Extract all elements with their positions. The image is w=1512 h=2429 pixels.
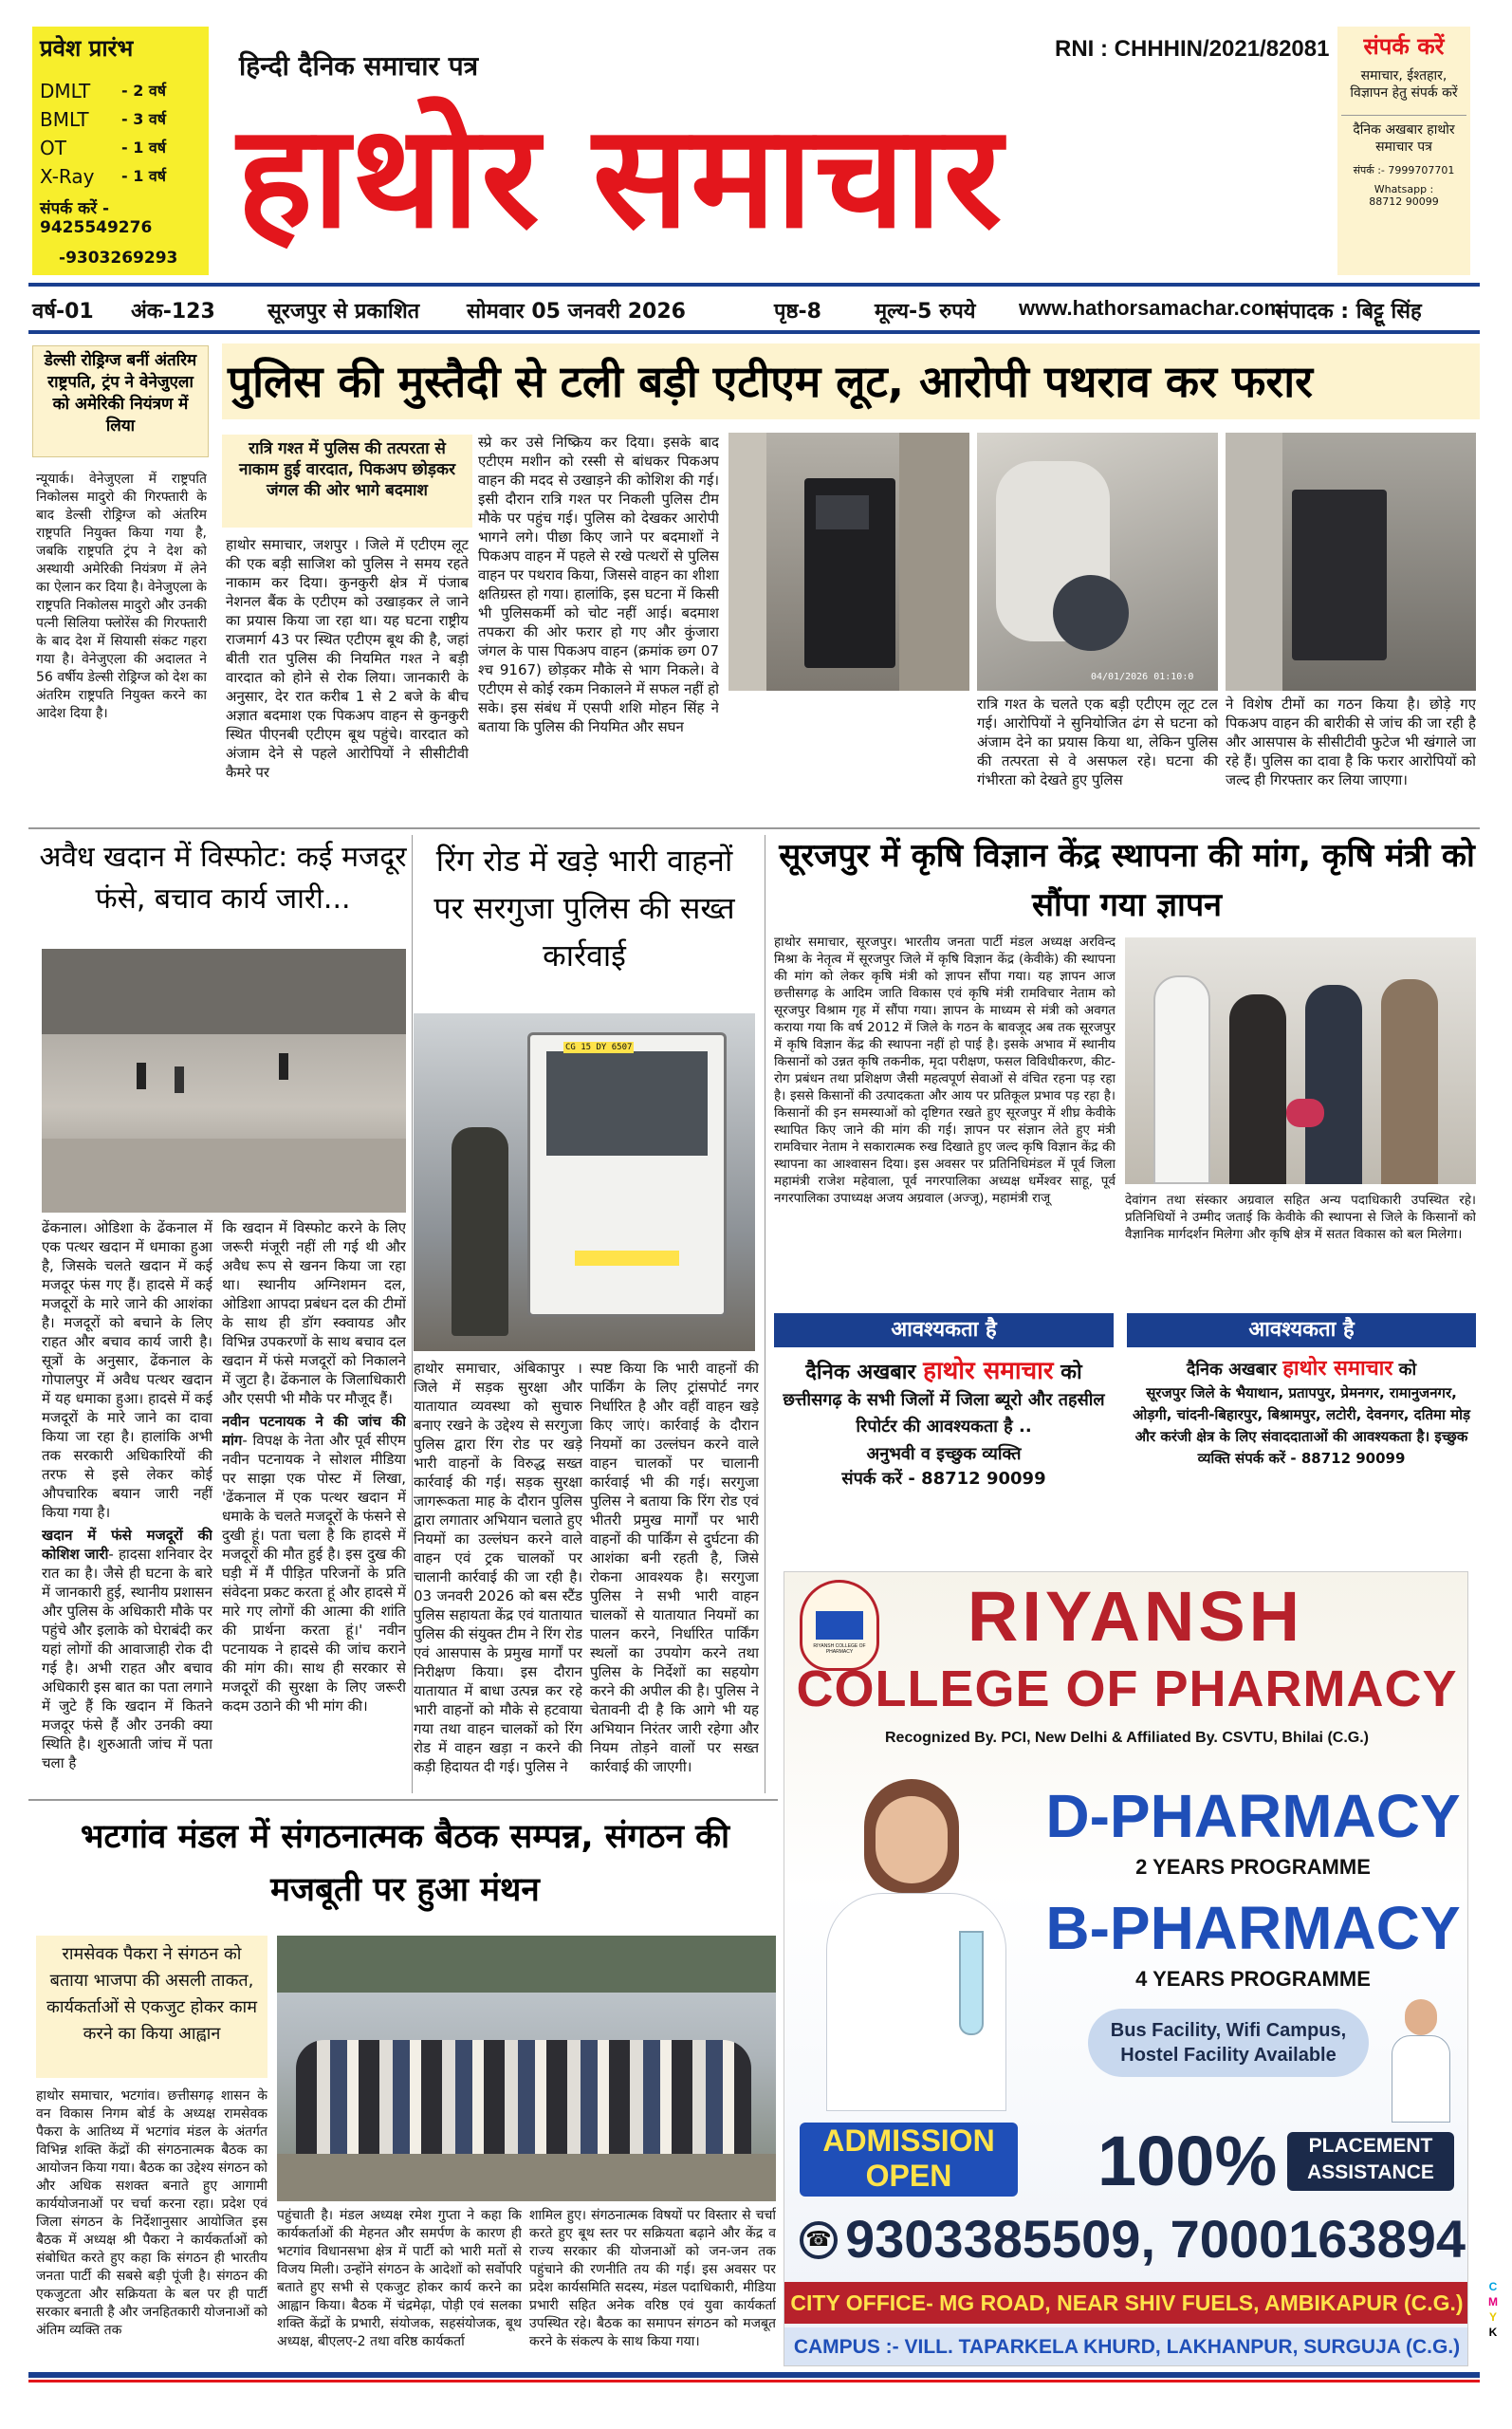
- atm-photo-2: [977, 433, 1218, 691]
- officer-shape: [452, 1127, 508, 1336]
- bhatgaon-col-1: हाथोर समाचार, भटगांव। छत्तीसगढ़ शासन के वन विकास निगम बोर्ड के अध्यक्ष रामसेवक पैकरा के आतिथ्य में भटगांव मंडल के अंतर्गत विभिन्न शक्ति केंद्रों की संगठनात्मक बैठक का आयोजन किया गया। बैठक का उद्देश्य संगठन को और अधिक सशक्त बनाते हुए आगामी कार्ययोजनाओं पर चर्चा करना रहा। प्रदेश एवं जिला संगठन के निर्देशानुसार आयोजित इस बैठक में अध्यक्ष श्री पैकरा ने कार्यकर्ताओं को संबोधित करते हुए कहा कि संगठन ही भारतीय जनता पार्टी की सबसे बड़ी पूंजी है। संगठन की एकजुटता और सक्रियता के बल पर ही पार्टी सरकार बनाती है और जनहितकारी योजनाओं को अंतिम व्यक्ति तक: [36, 2088, 267, 2338]
- mine-col-1b-text: - हादसा शनिवार देर रात का है। जैसे ही घटना के बारे में जानकारी हुई, स्थानीय प्रशासन और पुलिस के अधिकारी मौके पर पहुंचे और इलाके को घेराबंदी कर यहां लोगों की आवाजाही रोक दी गई है। अभी राहत और बचाव अधिकारी इस बात का पता लगाने में जुटे हैं कि खदान में कितने मजदूर फंसे हैं और उनकी क्या स्थिति है। शुरुआती जांच में पता चला है: [42, 1546, 212, 1771]
- admission-contact-label: संपर्क करें: [40, 199, 98, 218]
- need-2-line1: दैनिक अखबार: [1186, 1360, 1277, 1380]
- contact-title: संपर्क करें: [1363, 33, 1445, 60]
- mine-photo: [42, 949, 406, 1213]
- need-1-brand: हाथोर समाचार: [923, 1357, 1054, 1385]
- bhatgaon-photo: [277, 1936, 776, 2201]
- brief-headline: डेल्सी रोड्रिग्ज बनीं अंतरिम राष्ट्रपति, ट्रंप ने वेनेजुएला को अमेरिकी नियंत्रण में लिया: [44, 351, 197, 436]
- brief-body: न्यूयार्क। वेनेजुएला में राष्ट्रपति निकोलस मादुरो की गिरफ्तारी के बाद डेल्सी रोड्रिग्ज को अंतरिम राष्ट्रपति नियुक्त किया गया है, जबकि राष्ट्रपति ट्रंप ने देश को अस्थायी अमेरिकी नियंत्रण में लेने का ऐलान कर दिया है। वेनेजुएला के राष्ट्रपति निकोलस मादुरो और उनकी पत्नी सिलिया फ्लोरेंस की गिरफ्तारी के बाद देश में सियासी संकट गहरा गया है। वेनेजुएला की अदालत ने 56 वर्षीय डेल्सी रोड्रिग्ज को देश का अंतरिम राष्ट्रपति नियुक्त करने का आदेश दिया है।: [36, 472, 207, 721]
- agri-photo: [1125, 937, 1476, 1184]
- mine-headline: अवैध खदान में विस्फोट: कई मजदूर फंसे, बचाव कार्य जारी...: [39, 841, 407, 916]
- ad-doctor-figure: [1388, 1999, 1454, 2123]
- ad-admission-2: OPEN: [865, 2159, 952, 2193]
- admission-box: प्रवेश प्रारंभ DMLT - 2 वर्ष BMLT - 3 वर्ष OT - 1 वर्ष X-Ray - 1 वर्ष संपर्क करें - 9425549276 -9303269293: [32, 27, 209, 275]
- ring-headline: रिंग रोड में खड़े भारी वाहनों पर सरगुजा पुलिस की सख्त कार्रवाई: [433, 843, 735, 973]
- ad-phones[interactable]: 9303385509, 7000163894: [845, 2209, 1466, 2269]
- need-1-line2: छत्तीसगढ़ के सभी जिलों में जिला ब्यूरो और तहसील रिपोर्टर की आवश्यकता है ..: [783, 1390, 1105, 1437]
- cmyk-c: C: [1488, 2280, 1498, 2293]
- ad-student-figure: [798, 1770, 1035, 2111]
- need-1-line3: अनुभवी व इच्छुक व्यक्ति: [866, 1444, 1022, 1464]
- ad-prog-1: D-PHARMACY: [1045, 1782, 1461, 1850]
- need-1-line1: दैनिक अखबार: [805, 1361, 916, 1384]
- need-1-title-bar: [774, 1313, 1114, 1347]
- lead-subhead: रात्रि गश्त में पुलिस की तत्परता से नाकाम हुई वारदात, पिकअप छोड़कर जंगल की ओर भागे बदमाश: [238, 439, 456, 500]
- contact-phone: 7999707701: [1388, 164, 1455, 176]
- admission-title: प्रवेश प्रारंभ: [40, 35, 134, 62]
- admission-duration: - 1 वर्ष: [121, 139, 167, 157]
- ad-logo-text: RIYANSH COLLEGE OF PHARMACY: [813, 1643, 866, 1655]
- ad-placement-2: ASSISTANCE: [1307, 2161, 1434, 2183]
- need-box-2: [1127, 1313, 1476, 1550]
- lead-headline: पुलिस की मुस्तैदी से टली बड़ी एटीएम लूट, आरोपी पथराव कर फरार: [228, 356, 1313, 407]
- admission-duration: - 3 वर्ष: [121, 110, 167, 128]
- need-1-line1b: को: [1060, 1361, 1082, 1384]
- tagline: हिन्दी दैनिक समाचार पत्र: [239, 50, 479, 82]
- ad-facility: Bus Facility, Wifi Campus, Hostel Facility Available: [1088, 2009, 1369, 2077]
- truck-plate: CG 15 DY 6507: [565, 1043, 633, 1052]
- admission-item: [40, 77, 201, 105]
- ad-prog-1-sub: 2 YEARS PROGRAMME: [1135, 1855, 1371, 1879]
- section-rule-2: [28, 1799, 778, 1801]
- ad-recognized: Recognized By. PCI, New Delhi & Affiliated By. CSVTU, Bhilai (C.G.): [885, 1730, 1369, 1746]
- contact-paper: दैनिक अखबार हाथोर समाचार पत्र: [1341, 115, 1466, 156]
- need-2-title-bar: [1127, 1313, 1476, 1347]
- admission-item: [40, 134, 201, 162]
- contact-desc: समाचार, ईश्तहार, विज्ञापन हेतु संपर्क करें: [1350, 68, 1458, 101]
- ad-logo: [800, 1580, 879, 1671]
- agri-body-2: देवांगन तथा संस्कार अग्रवाल सहित अन्य पदाधिकारी उपस्थित रहे। प्रतिनिधियों ने उम्मीद जताई कि केवीके की स्थापना से जिले के किसानों को वैज्ञानिक मार्गदर्शन मिलेगा और कृषि क्षेत्र में सतत विकास को बल मिलेगा।: [1125, 1193, 1476, 1242]
- cmyk-m: M: [1488, 2295, 1498, 2308]
- contact-box: [1337, 27, 1470, 275]
- mine-sub-2: नवीन पटनायक ने की जांच की मांग: [222, 1413, 406, 1449]
- admission-phone-2: 9303269293: [65, 249, 178, 268]
- rni-number: RNI : CHHHIN/2021/82081: [1055, 36, 1330, 62]
- mine-col-1: [42, 1218, 212, 1791]
- ad-admission-badge: [800, 2123, 1018, 2197]
- admission-item: [40, 105, 201, 134]
- ad-prog-2-sub: 4 YEARS PROGRAMME: [1135, 1967, 1371, 1991]
- lead-subhead-box: [222, 435, 472, 528]
- issue: अंक-123: [131, 300, 215, 324]
- bhatgaon-col-2: पहुंचाती है। मंडल अध्यक्ष रमेश गुप्ता ने कहा कि कार्यकर्ताओं की मेहनत और समर्पण के कारण ही भटगांव विधानसभा क्षेत्र में पार्टी को भारी मतों से विजय मिली। उन्होंने संगठन के आदेशों को सर्वोपरि बताते हुए सभी से एकजुट होकर कार्य करने का आह्वान किया। बैठक में चंद्रमेढ़ा, पोड़ी एवं सलका शक्ति केंद्रों के प्रभारी, संयोजक, सहसंयोजक, बूथ अध्यक्ष, बीएलए-2 तथा वरिष्ठ कार्यकर्ता: [277, 2208, 522, 2349]
- ring-col-2: स्पष्ट किया कि भारी वाहनों की पार्किंग के लिए ट्रांसपोर्ट नगर निर्धारित है और वहीं वाहन खड़े किए जाएं। कार्रवाई के दौरान नियमों का उल्लंघन करने वाले वाहन चालकों पर चालानी कार्रवाई भी की गई। सरगुजा पुलिस ने बताया कि रिंग रोड एवं भीतरी प्रमुख मार्गों पर भारी वाहनों की पार्किंग से दुर्घटना की आशंका बनी रहती है, जिसे रोकना आवश्यक है। सरगुजा पुलिस ने सभी भारी वाहन चालकों से यातायात नियमों का पालन करने, निर्धारित पार्किंग स्थलों का उपयोग करने तथा पुलिस के निर्देशों का सहयोग करने की अपील की है। पुलिस ने चेतावनी दी है कि आगे भी यह अभियान निरंतर जारी रहेगा और नियम तोड़ने वालों पर सख्त कार्रवाई की जाएगी।: [590, 1360, 759, 1775]
- infobar: [32, 288, 1476, 328]
- ad-city-office: CITY OFFICE- MG ROAD, NEAR SHIV FUELS, AMBIKAPUR (C.G.): [784, 2282, 1468, 2324]
- mine-col-2b-text: - विपक्ष के नेता और पूर्व सीएम नवीन पटनायक ने सोशल मीडिया पर साझा एक पोस्ट में लिखा, 'ढेंकनाल में एक पत्थर खदान में धमाके के चलते मजदूरों के फंसने से दुखी हूं। पता चला है कि हादसे में मजदूरों की मौत हुई है। इस दुख की घड़ी में मैं पीड़ित परिजनों के प्रति संवेदना प्रकट करता हूं और हादसे में मारे गए लोगों की आत्मा की शांति की प्रार्थना करता हूं।' नवीन पटनायक ने हादसे की जांच कराने की मांग की। साथ ही सरकार से मजदूरों की सुरक्षा के लिए जरूरी कदम उठाने की भी मांग की।: [222, 1432, 406, 1715]
- admission-phone-1: 9425549276: [40, 218, 153, 237]
- lead-col-1: हाथोर समाचार, जशपुर । जिले में एटीएम लूट की एक बड़ी साजिश को पुलिस ने समय रहते नाकाम कर दिया। कुनकुरी क्षेत्र में पंजाब नेशनल बैंक के एटीएम को उखाड़कर ले जाने का प्रयास किया जा रहा था। यह घटना राष्ट्रीय राजमार्ग 43 पर स्थित एटीएम बूथ की है, जहां बीती रात पुलिस की नियमित गश्त ने बड़ी वारदात को होने से रोक लिया। जानकारी के अनुसार, देर रात करीब 1 से 2 बजे के बीच अज्ञात बदमाश एक पिकअप वाहन से कुनकुरी स्थित पीएनबी एटीएम बूथ पहुंचे। वारदात को अंजाम देने से पहले आरोपियों ने सीसीटीवी कैमरे पर: [226, 536, 469, 781]
- infobar-rule-top: [28, 283, 1480, 287]
- ad-campus: CAMPUS :- VILL. TAPARKELA KHURD, LAKHANPUR, SURGUJA (C.G.): [784, 2327, 1468, 2366]
- need-2-brand: हाथोर समाचार: [1282, 1357, 1393, 1381]
- brief-headline-box: [32, 345, 209, 457]
- cmyk-y: Y: [1488, 2310, 1497, 2324]
- admission-course: BMLT: [40, 108, 89, 131]
- agri-body: हाथोर समाचार, सूरजपुर। भारतीय जनता पार्टी मंडल अध्यक्ष अरविन्द मिश्रा के नेतृत्व में सूरजपुर जिले में कृषि विज्ञान केंद्र (केवीके) की स्थापना की मांग को लेकर कृषि मंत्री को ज्ञापन सौंपा गया। यह ज्ञापन आज छत्तीसगढ़ के आदिम जाति विकास एवं कृषि मंत्री रामविचार नेताम को सूरजपुर विश्राम गृह में सौंपा गया। ज्ञापन के माध्यम से मंत्री को अवगत कराया गया कि वर्ष 2012 में जिले के गठन के बावजूद अब तक सूरजपुर में कृषि विज्ञान केंद्र की स्थापना नहीं हो पाई है। इसके अभाव में स्थानीय किसानों को उन्नत कृषि तकनीक, मृदा परीक्षण, फसल विविधीकरण, कीट-रोग प्रबंधन तथा प्रशिक्षण जैसी महत्वपूर्ण सेवाओं से वंचित रहना पड़ रहा है। इससे किसानों की उत्पादकता और आय पर प्रतिकूल प्रभाव पड़ रहा है। किसानों की इन समस्याओं को दृष्टिगत रखते हुए सूरजपुर में शीघ्र केवीके स्थापित किए जाने की मांग की गई। ज्ञापन पर संज्ञान लेते हुए मंत्री रामविचार नेताम ने सकारात्मक रुख दिखाते हुए जल्द कृषि विज्ञान केंद्र की स्थापना का आश्वासन दिया। इस अवसर पर प्रतिनिधिमंडल में पूर्व जिला महामंत्री राजेश महेवाला, पूर्व नगरपालिका अध्यक्ष धर्मेश्वर साहू, पूर्व नगरपालिका उपाध्यक्ष अजय अग्रवाल (अज्जू), महामंत्री राजू: [774, 935, 1116, 1206]
- need-1-contact: संपर्क करें - 88712 90099: [841, 1469, 1046, 1489]
- contact-wa: 88712 90099: [1369, 195, 1439, 208]
- ad-placement-box: [1287, 2132, 1454, 2191]
- admission-item: [40, 162, 201, 191]
- lead-col-4: ने विशेष टीमों का गठन किया है। छोड़े गए पिकअप वाहन की बारीकी से जांच की जा रही है और आसपास के सीसीटीवी फुटेज भी खंगाले जा रहे हैं। पुलिस का दावा है कि फरार आरोपियों को जल्द ही गिरफ्तार कर लिया जाएगा।: [1226, 695, 1476, 788]
- agri-headline: सूरजपुर में कृषि विज्ञान केंद्र स्थापना की मांग, कृषि मंत्री को सौंपा गया ज्ञापन: [779, 837, 1475, 924]
- ad-name-1: RIYANSH: [967, 1577, 1304, 1656]
- admission-duration: - 2 वर्ष: [121, 82, 167, 100]
- bhatgaon-col-3: शामिल हुए। संगठनात्मक विषयों पर विस्तार से चर्चा करते हुए बूथ स्तर पर सक्रियता बढ़ाने और केंद्र व राज्य सरकार की योजनाओं को जन-जन तक पहुंचाने की रणनीति तय की गई। इस अवसर पर प्रदेश कार्यसमिति सदस्य, मंडल पदाधिकारी, मीडिया प्रभारी सहित अनेक वरिष्ठ एवं युवा कार्यकर्ता उपस्थित रहे। बैठक का समापन संगठन को मजबूत करने के संकल्प के साथ किया गया।: [529, 2208, 776, 2349]
- footer-rule: [28, 2372, 1480, 2378]
- need-1-title: आवश्यकता है: [891, 1318, 997, 1342]
- ad-name-2: COLLEGE OF PHARMACY: [796, 1660, 1458, 1717]
- editor: संपादक : बिट्टू सिंह: [1275, 300, 1422, 324]
- cmyk-marks: [1485, 2279, 1501, 2340]
- footer-rule-red: [28, 2380, 1480, 2383]
- need-2-title: आवश्यकता है: [1248, 1318, 1355, 1342]
- mine-col-2-text: कि खदान में विस्फोट करने के लिए जरूरी मंजूरी नहीं ली गई थी और अवैध रूप से खनन किया जा रहा था। स्थानीय अग्निशमन दल, ओडिशा आपदा प्रबंधन दल की टीमों के साथ ही डॉग स्क्वायड और विभिन्न उपकरणों के साथ बचाव दल खदान में फंसे मजदूरों को निकालने में जुटा है। ढेंकनाल के जिलाधिकारी और एसपी भी मौके पर मौजूद हैं।: [222, 1219, 406, 1407]
- masthead-title: हाथोर समाचार: [237, 95, 1005, 260]
- photo-timestamp: 04/01/2026 01:10:0: [1091, 672, 1194, 682]
- need-box-1: [774, 1313, 1114, 1550]
- vrule-1: [412, 835, 413, 1793]
- atm-photo-3: [1226, 433, 1476, 691]
- admission-course: DMLT: [40, 80, 91, 102]
- ad-phone-icon: ☎: [800, 2221, 838, 2259]
- date: सोमवार 05 जनवरी 2026: [467, 300, 686, 324]
- need-2-line1b: को: [1398, 1360, 1417, 1380]
- pages: पृष्ठ-8: [774, 300, 821, 324]
- mine-col-2: [222, 1218, 406, 1791]
- admission-course: X-Ray: [40, 165, 95, 188]
- bhatgaon-subhead: रामसेवक पैकरा ने संगठन को बताया भाजपा की असली ताकत, कार्यकर्ताओं से एकजुट होकर काम करने का किया आह्वान: [46, 1944, 257, 2044]
- price: मूल्य-5 रुपये: [875, 300, 976, 324]
- atm-photo-1: [728, 433, 969, 691]
- lead-col-2: स्प्रे कर उसे निष्क्रिय कर दिया। इसके बाद एटीएम मशीन को रस्सी से बांधकर पिकअप वाहन की मदद से उखाड़ने की कोशिश की गई। इसी दौरान रात्रि गश्त पर निकली पुलिस टीम मौके पर पहुंच गई। पुलिस को देखकर आरोपी भागने लगे। पीछा किए जाने पर बदमाशों ने पिकअप वाहन में पहले से रखे पत्थरों से पुलिस वाहन पर पथराव किया, जिससे वाहन का शीशा क्षतिग्रस्त हो गया। हालांकि, इस घटना में किसी भी पुलिसकर्मी को चोट नहीं आई। बदमाश तपकरा की ओर फरार हो गए और कुंजारा जंगल के पास पिकअप वाहन (क्रमांक छ्ग 07 श्च 9167) छोड़कर मौके से भाग निकले। वे एटीएम से कोई रकम निकालने में सफल नहीं हो सके। इस संबंध में एसपी शशि मोहन सिंह ने बताया कि पुलिस की नियमित और सघन: [478, 434, 719, 735]
- cmyk-k: K: [1488, 2326, 1498, 2339]
- ring-photo: [414, 1013, 755, 1351]
- admission-course: OT: [40, 137, 66, 159]
- website[interactable]: www.hathorsamachar.com: [1019, 296, 1282, 320]
- bhatgaon-subhead-box: [36, 1936, 267, 2078]
- ad-admission-1: ADMISSION: [822, 2123, 995, 2158]
- section-rule-1: [28, 827, 1480, 829]
- admission-duration: - 1 वर्ष: [121, 167, 167, 185]
- contact-phone-label: संपर्क :-: [1353, 164, 1385, 176]
- riyansh-ad: [784, 1571, 1468, 2366]
- need-2-line2: सूरजपुर जिले के भैयाथान, प्रतापपुर, प्रेमनगर, रामानुजनगर, ओड़गी, चांदनी-बिहारपुर, बिश्रामपुर, लटोरी, देवनगर, दतिमा मोड़ और करंजी क्षेत्र के लिए संवाददाताओं की आवश्यकता है। इच्छुक व्यक्ति संपर्क करें - 88712 90099: [1133, 1384, 1470, 1467]
- infobar-rule-bottom: [28, 330, 1480, 334]
- mine-sub-1: खदान में फंसे मजदूरों की कोशिश जारी: [42, 1527, 212, 1563]
- year: वर्ष-01: [32, 300, 94, 324]
- place: सूरजपुर से प्रकाशित: [267, 300, 420, 324]
- mine-col-1-text: ढेंकनाल। ओडिशा के ढेंकनाल में एक पत्थर खदान में धमाका हुआ है, जिसके चलते खदान में कई मजदूर फंस गए हैं। हादसे में कई मजदूरों के मारे जाने की आशंका है। मजदूरों को बचाने के लिए राहत और बचाव कार्य जारी है। सूत्रों के अनुसार, ढेंकनाल के गोपालपुर में अवैध पत्थर खदान में यह धमाका हुआ। हादसे में कई मजदूरों के मारे जाने का दावा किया जा रहा है। हालांकि अभी तक सरकारी अधिकारियों की तरफ से इसे लेकर कोई औपचारिक बयान जारी नहीं किया गया है।: [42, 1219, 212, 1521]
- ad-placement-pct: 100%: [1097, 2122, 1278, 2200]
- contact-wa-label: Whatsapp :: [1374, 183, 1434, 195]
- ad-placement-1: PLACEMENT: [1308, 2135, 1433, 2157]
- bhatgaon-headline: भटगांव मंडल में संगठनात्मक बैठक सम्पन्न, संगठन की मजबूती पर हुआ मंथन: [80, 1818, 730, 1909]
- ad-prog-2: B-PHARMACY: [1045, 1894, 1461, 1962]
- lead-col-3: रात्रि गश्त के चलते एक बड़ी एटीएम लूट टल गई। आरोपियों ने सुनियोजित ढंग से घटना को अंजाम देने का प्रयास किया था, लेकिन पुलिस की तत्परता से वे असफल रहे। घटना की गंभीरता को देखते हुए पुलिस: [977, 695, 1218, 788]
- ring-col-1: हाथोर समाचार, अंबिकापुर । जिले में सड़क सुरक्षा और यातायात व्यवस्था को सुचारु बनाए रखने के उद्देश्य से सरगुजा पुलिस द्वारा रिंग रोड पर खड़े भारी वाहनों के विरुद्ध सख्त कार्रवाई की गई। सड़क सुरक्षा जागरूकता माह के दौरान पुलिस द्वारा लगातार अभियान चलाते हुए नियमों का उल्लंघन करने वाले वाहन एवं ट्रक चालकों पर चालानी कार्रवाई की जा रही है। 03 जनवरी 2026 को बस स्टैंड पुलिस सहायता केंद्र एवं यातायात पुलिस की संयुक्त टीम ने रिंग रोड एवं आसपास के प्रमुख मार्गों पर निरीक्षण किया। इस दौरान यातायात में बाधा उत्पन्न कर रहे भारी वाहनों को मौके से हटवाया गया तथा वाहन चालकों को रिंग रोड में वाहन खड़ा न करने की कड़ी हिदायत दी गई। पुलिस ने: [414, 1360, 582, 1775]
